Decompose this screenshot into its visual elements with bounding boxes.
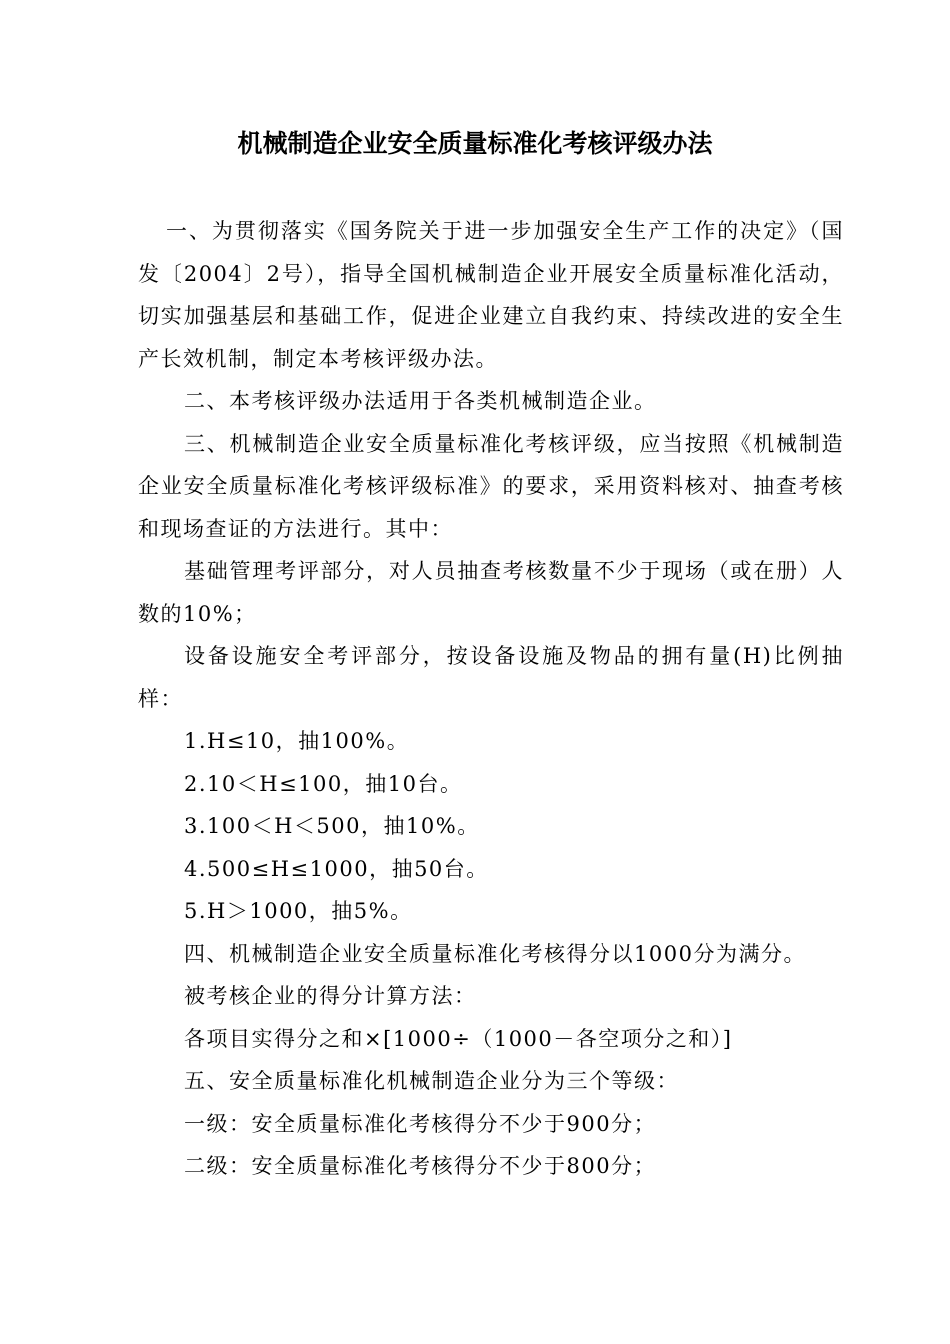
list-item-3: 3.100＜H＜500，抽10%。	[184, 814, 480, 838]
grade-level-1: 一级：安全质量标准化考核得分不少于900分；	[184, 1111, 657, 1136]
paragraph-1: 一、为贯彻落实《国务院关于进一步加强安全生产工作的决定》（国发〔2004〕2号），指导全国机械制造企业开展安全质量标准化活动，切实加强基层和基础工作，促进企业建立自我约束、持续改进的安全生产长效机制，制定本考核评级办法。	[138, 219, 844, 371]
paragraph-6: 四、机械制造企业安全质量标准化考核得分以1000分为满分。	[184, 941, 806, 966]
paragraph-5: 设备设施安全考评部分，按设备设施及物品的拥有量(H)比例抽样：	[138, 644, 844, 711]
document-body	[138, 210, 844, 1188]
list-item-1: 1.H≤10，抽100%。	[184, 729, 410, 753]
list-item-5: 5.H＞1000，抽5%。	[184, 899, 413, 923]
paragraph-7: 被考核企业的得分计算方法：	[184, 984, 477, 1008]
document-title: 机械制造企业安全质量标准化考核评级办法	[237, 129, 713, 158]
formula-line: 各项目实得分之和×[1000÷（1000－各空项分之和）]	[184, 1026, 733, 1051]
paragraph-2: 二、本考核评级办法适用于各类机械制造企业。	[184, 389, 657, 413]
grade-level-2: 二级：安全质量标准化考核得分不少于800分；	[184, 1154, 657, 1178]
paragraph-3: 三、机械制造企业安全质量标准化考核评级，应当按照《机械制造企业安全质量标准化考核评级标准》的要求，采用资料核对、抽查考核和现场查证的方法进行。其中：	[138, 431, 844, 541]
list-item-4: 4.500≤H≤1000，抽50台。	[184, 856, 489, 881]
list-item-2: 2.10＜H≤100，抽10台。	[184, 771, 463, 796]
paragraph-8: 五、安全质量标准化机械制造企业分为三个等级：	[184, 1069, 679, 1093]
paragraph-4: 基础管理考评部分，对人员抽查考核数量不少于现场（或在册）人数的10%；	[138, 559, 844, 626]
